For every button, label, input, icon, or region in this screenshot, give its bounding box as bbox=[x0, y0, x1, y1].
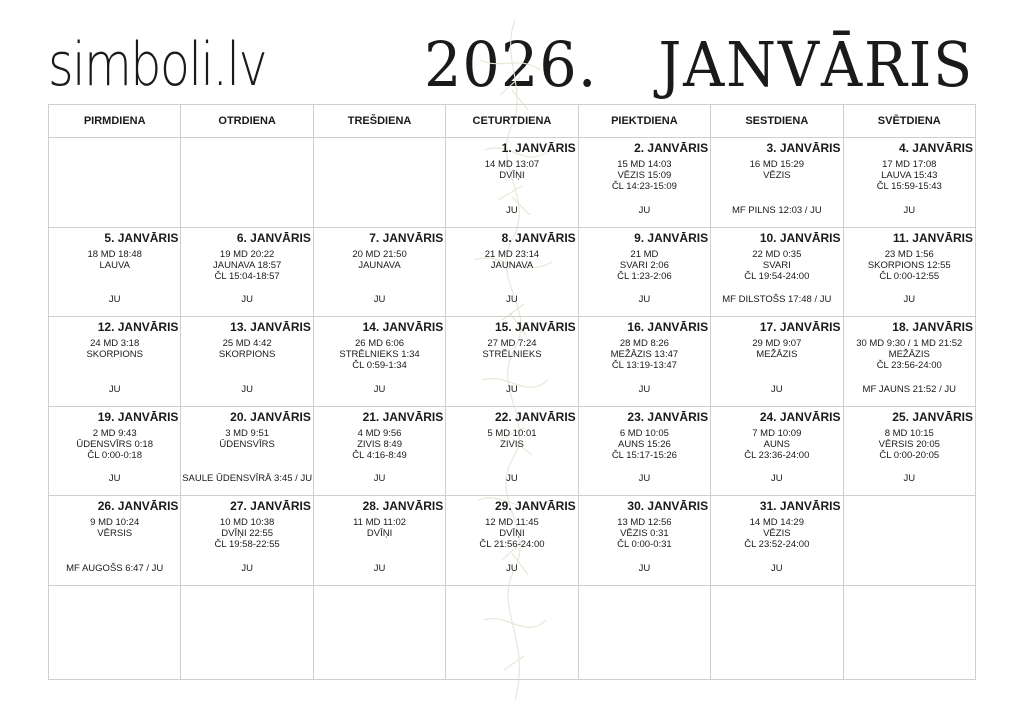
day-detail-line: 22 MD 0:35 bbox=[752, 248, 802, 260]
day-detail-line: 6 MD 10:05 bbox=[619, 427, 669, 439]
day-cell bbox=[313, 227, 445, 317]
day-details bbox=[711, 517, 842, 550]
day-detail-line: 8 MD 10:15 bbox=[884, 427, 934, 439]
day-footer-note: JU bbox=[638, 204, 651, 216]
day-details bbox=[844, 249, 975, 282]
day-footer-note: MF JAUNS 21:52 / JU bbox=[862, 383, 956, 395]
day-footer-note: JU bbox=[506, 383, 518, 395]
day-detail-line: ČL 0:00-20:05 bbox=[879, 449, 940, 461]
day-date: 18. JANVĀRIS bbox=[892, 320, 973, 334]
day-detail-line: SVARI bbox=[762, 259, 791, 271]
day-cell bbox=[49, 227, 181, 317]
day-date: 12. JANVĀRIS bbox=[97, 320, 179, 334]
day-detail-line: 14 MD 14:29 bbox=[749, 517, 805, 528]
day-detail-line: VĒRSIS bbox=[97, 528, 133, 539]
day-footer-note: JU bbox=[506, 294, 518, 305]
day-date: 10. JANVĀRIS bbox=[759, 230, 841, 245]
day-date: 25. JANVĀRIS bbox=[892, 409, 973, 424]
empty-day-cell bbox=[711, 585, 843, 679]
day-detail-line: 12 MD 11:45 bbox=[485, 517, 539, 528]
day-footer-note: JU bbox=[638, 562, 651, 574]
day-date: 20. JANVĀRIS bbox=[230, 409, 311, 424]
day-date: 1. JANVĀRIS bbox=[501, 141, 576, 155]
day-details bbox=[579, 159, 710, 192]
day-detail-line: DVĪŅI bbox=[499, 170, 525, 181]
day-detail-line: 14 MD 13:07 bbox=[484, 159, 540, 170]
weekday-header: SESTDIENA bbox=[711, 105, 843, 138]
day-date: 22. JANVĀRIS bbox=[494, 409, 576, 424]
day-detail-line: 27 MD 7:24 bbox=[487, 338, 537, 349]
day-footer-note: JU bbox=[373, 294, 386, 305]
day-footer-note: JU bbox=[638, 473, 651, 484]
day-footer-note: JU bbox=[903, 294, 916, 305]
empty-day-cell bbox=[181, 585, 313, 679]
weekday-header: CETURTDIENA bbox=[446, 105, 578, 138]
day-date: 17. JANVĀRIS bbox=[759, 320, 841, 334]
day-date: 27. JANVĀRIS bbox=[230, 499, 311, 513]
day-cell bbox=[578, 496, 710, 586]
day-detail-line: ČL 4:16-8:49 bbox=[352, 449, 407, 461]
day-detail-line: VĒZIS 0:31 bbox=[620, 528, 669, 539]
day-detail-line: 5 MD 10:01 bbox=[487, 427, 537, 439]
day-detail-line: ČL 0:00-0:18 bbox=[87, 449, 142, 461]
day-detail-line: 15 MD 14:03 bbox=[617, 159, 672, 170]
day-detail-line: JAUNAVA bbox=[358, 259, 401, 271]
day-detail-line: 25 MD 4:42 bbox=[222, 338, 272, 349]
day-detail-line: 18 MD 18:48 bbox=[87, 248, 142, 260]
weekday-header: SVĒTDIENA bbox=[843, 105, 975, 138]
day-date: 19. JANVĀRIS bbox=[97, 409, 179, 424]
day-date: 5. JANVĀRIS bbox=[104, 230, 179, 245]
day-detail-line: 21 MD bbox=[630, 248, 659, 260]
day-detail-line: JAUNAVA 18:57 bbox=[212, 259, 282, 271]
day-date: 6. JANVĀRIS bbox=[236, 230, 311, 245]
day-cell bbox=[578, 227, 710, 317]
day-details bbox=[844, 159, 975, 192]
day-footer-note: JU bbox=[241, 294, 253, 305]
day-detail-line: 3 MD 9:51 bbox=[225, 427, 270, 439]
day-cell bbox=[49, 496, 181, 586]
day-cell bbox=[313, 317, 445, 407]
day-detail-line: 30 MD 9:30 / 1 MD 21:52 bbox=[856, 338, 963, 349]
day-footer-note: JU bbox=[638, 383, 651, 395]
day-footer-note: MF DILSTOŠS 17:48 / JU bbox=[722, 294, 832, 305]
day-footer-note: JU bbox=[108, 473, 121, 484]
day-detail-line: SVARI 2:06 bbox=[619, 259, 669, 271]
day-detail-line: 19 MD 20:22 bbox=[219, 248, 275, 260]
day-detail-line: STRĒLNIEKS bbox=[482, 349, 542, 360]
day-date: 16. JANVĀRIS bbox=[627, 320, 709, 334]
day-footer-note: SAULE ŪDENSVĪRĀ 3:45 / JU bbox=[182, 473, 313, 484]
day-detail-line: AUNS 15:26 bbox=[617, 438, 671, 450]
day-cell bbox=[843, 317, 975, 407]
day-cell bbox=[843, 406, 975, 496]
day-footer-note: JU bbox=[108, 294, 121, 305]
day-detail-line: ČL 15:17-15:26 bbox=[611, 449, 677, 461]
day-date: 2. JANVĀRIS bbox=[634, 141, 709, 155]
day-footer-note: MF PILNS 12:03 / JU bbox=[731, 204, 822, 216]
day-details bbox=[446, 517, 577, 550]
day-footer-note: JU bbox=[771, 383, 783, 395]
day-date: 26. JANVĀRIS bbox=[97, 499, 179, 513]
day-details bbox=[844, 428, 975, 461]
day-detail-line: ČL 23:36-24:00 bbox=[744, 449, 810, 461]
day-details bbox=[844, 338, 975, 371]
weekday-header: OTRDIENA bbox=[181, 105, 313, 138]
day-footer-note: JU bbox=[373, 383, 386, 395]
day-detail-line: SKORPIONS bbox=[218, 349, 276, 360]
day-cell bbox=[446, 496, 578, 586]
day-detail-line: DVĪŅI 22:55 bbox=[221, 528, 273, 539]
day-date: 13. JANVĀRIS bbox=[230, 320, 311, 334]
day-detail-line: MEŽĀZIS bbox=[756, 349, 798, 360]
day-details bbox=[711, 249, 842, 282]
day-cell bbox=[181, 496, 313, 586]
day-detail-line: ČL 0:59-1:34 bbox=[352, 360, 407, 371]
day-detail-line: MEŽĀZIS bbox=[888, 349, 930, 360]
day-details bbox=[446, 249, 577, 271]
day-footer-note: JU bbox=[506, 562, 518, 574]
day-cell bbox=[711, 317, 843, 407]
empty-day-cell bbox=[49, 138, 181, 228]
day-footer-note: JU bbox=[108, 383, 121, 395]
day-detail-line: 11 MD 11:02 bbox=[353, 517, 407, 528]
day-date: 15. JANVĀRIS bbox=[494, 320, 576, 334]
day-cell bbox=[181, 227, 313, 317]
empty-day-cell bbox=[843, 585, 975, 679]
day-footer-note: JU bbox=[638, 294, 651, 305]
day-detail-line: MEŽĀZIS 13:47 bbox=[610, 349, 679, 360]
day-date: 23. JANVĀRIS bbox=[627, 409, 709, 424]
day-cell bbox=[313, 496, 445, 586]
week-row bbox=[49, 585, 976, 679]
day-detail-line: 20 MD 21:50 bbox=[352, 248, 407, 260]
day-details bbox=[579, 517, 710, 550]
day-detail-line: 4 MD 9:56 bbox=[357, 427, 402, 439]
day-detail-line: ČL 23:56-24:00 bbox=[876, 360, 942, 371]
day-cell bbox=[843, 138, 975, 228]
empty-day-cell bbox=[446, 585, 578, 679]
day-detail-line: 17 MD 17:08 bbox=[882, 159, 937, 170]
day-cell bbox=[181, 317, 313, 407]
day-details bbox=[711, 428, 842, 461]
empty-day-cell bbox=[313, 138, 445, 228]
day-date: 7. JANVĀRIS bbox=[369, 230, 444, 245]
day-detail-line: VĒZIS bbox=[763, 170, 791, 181]
day-detail-line: ŪDENSVĪRS bbox=[219, 438, 275, 450]
day-cell bbox=[711, 406, 843, 496]
day-footer-note: JU bbox=[373, 562, 386, 574]
empty-day-cell bbox=[843, 496, 975, 586]
day-date: 4. JANVĀRIS bbox=[898, 141, 973, 155]
weekday-header: PIRMDIENA bbox=[49, 105, 181, 138]
day-footer-note: JU bbox=[241, 383, 253, 395]
day-date: 3. JANVĀRIS bbox=[766, 141, 841, 155]
day-date: 29. JANVĀRIS bbox=[494, 499, 576, 513]
day-cell bbox=[578, 406, 710, 496]
day-detail-line: 23 MD 1:56 bbox=[884, 248, 934, 260]
day-detail-line: DVĪŅI bbox=[499, 528, 525, 539]
day-cell bbox=[446, 227, 578, 317]
day-detail-line: 16 MD 15:29 bbox=[749, 159, 805, 170]
day-date: 28. JANVĀRIS bbox=[362, 499, 444, 513]
day-details bbox=[181, 517, 312, 550]
day-footer-note: JU bbox=[241, 562, 253, 574]
day-footer-note: JU bbox=[771, 473, 783, 484]
day-details bbox=[579, 249, 710, 282]
day-details bbox=[181, 428, 312, 450]
day-details bbox=[49, 249, 180, 271]
day-cell bbox=[711, 496, 843, 586]
day-detail-line: ŪDENSVĪRS 0:18 bbox=[76, 438, 153, 450]
day-detail-line: 24 MD 3:18 bbox=[90, 338, 140, 349]
day-detail-line: ČL 21:56-24:00 bbox=[479, 539, 545, 550]
day-footer-note: JU bbox=[506, 204, 518, 216]
day-detail-line: ČL 23:52-24:00 bbox=[744, 539, 810, 550]
day-details bbox=[579, 338, 710, 371]
day-detail-line: 28 MD 8:26 bbox=[619, 338, 669, 349]
day-detail-line: 2 MD 9:43 bbox=[92, 427, 137, 439]
day-cell bbox=[446, 138, 578, 228]
day-detail-line: ČL 1:23-2:06 bbox=[617, 270, 672, 282]
day-details bbox=[314, 428, 445, 461]
weekday-header-row bbox=[49, 105, 976, 138]
day-detail-line: SKORPIONS bbox=[86, 349, 143, 360]
day-footer-note: JU bbox=[903, 204, 916, 216]
day-detail-line: ZIVIS 8:49 bbox=[357, 438, 402, 450]
day-detail-line: ZIVIS bbox=[500, 438, 524, 450]
day-cell bbox=[446, 317, 578, 407]
day-cell bbox=[711, 138, 843, 228]
day-details bbox=[314, 338, 445, 371]
empty-day-cell bbox=[181, 138, 313, 228]
day-cell bbox=[313, 406, 445, 496]
day-footer-note: JU bbox=[771, 562, 783, 574]
day-details bbox=[711, 159, 842, 181]
day-date: 11. JANVĀRIS bbox=[892, 230, 973, 245]
year-title: 2026. bbox=[424, 28, 598, 101]
day-date: 14. JANVĀRIS bbox=[362, 320, 444, 334]
weekday-header: TREŠDIENA bbox=[313, 105, 445, 138]
day-detail-line: STRĒLNIEKS 1:34 bbox=[339, 349, 420, 360]
day-date: 24. JANVĀRIS bbox=[759, 409, 841, 424]
day-details bbox=[49, 517, 180, 539]
day-detail-line: ČL 0:00-12:55 bbox=[879, 270, 940, 282]
calendar-grid bbox=[48, 104, 976, 680]
day-detail-line: VĒRSIS 20:05 bbox=[878, 438, 940, 450]
day-detail-line: DVĪŅI bbox=[366, 528, 393, 539]
day-detail-line: 29 MD 9:07 bbox=[752, 338, 802, 349]
day-cell bbox=[49, 406, 181, 496]
day-detail-line: JAUNAVA bbox=[490, 259, 534, 271]
empty-day-cell bbox=[313, 585, 445, 679]
day-details bbox=[711, 338, 842, 360]
day-detail-line: 26 MD 6:06 bbox=[354, 338, 405, 349]
week-row bbox=[49, 406, 976, 496]
week-row bbox=[49, 138, 976, 228]
day-detail-line: ČL 13:19-13:47 bbox=[611, 360, 677, 371]
day-detail-line: 7 MD 10:09 bbox=[752, 427, 802, 439]
day-details bbox=[314, 249, 445, 271]
day-date: 30. JANVĀRIS bbox=[627, 499, 709, 513]
day-date: 8. JANVĀRIS bbox=[501, 230, 576, 245]
day-footer-note: MF AUGOŠS 6:47 / JU bbox=[66, 562, 164, 574]
day-date: 9. JANVĀRIS bbox=[634, 230, 709, 245]
day-footer-note: JU bbox=[506, 473, 518, 484]
day-details bbox=[446, 159, 577, 181]
day-detail-line: 21 MD 23:14 bbox=[484, 248, 540, 260]
day-detail-line: LAUVA bbox=[99, 259, 130, 271]
day-detail-line: LAUVA 15:43 bbox=[881, 170, 938, 181]
day-details bbox=[446, 338, 577, 360]
day-cell bbox=[578, 138, 710, 228]
month-title: JANVĀRIS bbox=[658, 28, 974, 101]
day-cell bbox=[578, 317, 710, 407]
day-detail-line: ČL 14:23-15:09 bbox=[611, 181, 677, 192]
empty-day-cell bbox=[578, 585, 710, 679]
day-detail-line: 10 MD 10:38 bbox=[219, 517, 275, 528]
day-details bbox=[181, 249, 312, 282]
day-detail-line: ČL 15:04-18:57 bbox=[214, 270, 280, 282]
day-detail-line: VĒZIS bbox=[763, 528, 791, 539]
day-detail-line: ČL 15:59-15:43 bbox=[876, 181, 942, 192]
day-detail-line: AUNS bbox=[763, 438, 791, 450]
logo: simboli.lv bbox=[48, 30, 266, 100]
day-detail-line: SKORPIONS 12:55 bbox=[867, 259, 951, 271]
empty-day-cell bbox=[49, 585, 181, 679]
day-cell bbox=[711, 227, 843, 317]
day-cell bbox=[49, 317, 181, 407]
day-detail-line: 13 MD 12:56 bbox=[617, 517, 672, 528]
day-details bbox=[579, 428, 710, 461]
day-detail-line: ČL 0:00-0:31 bbox=[617, 539, 672, 550]
day-details bbox=[446, 428, 577, 450]
day-detail-line: 9 MD 10:24 bbox=[90, 517, 140, 528]
weekday-header: PIEKTDIENA bbox=[578, 105, 710, 138]
day-cell bbox=[446, 406, 578, 496]
week-row bbox=[49, 227, 976, 317]
week-row bbox=[49, 496, 976, 586]
day-details bbox=[181, 338, 312, 360]
day-detail-line: VĒZIS 15:09 bbox=[617, 170, 672, 181]
day-footer-note: JU bbox=[373, 473, 386, 484]
day-date: 21. JANVĀRIS bbox=[362, 409, 444, 424]
week-row bbox=[49, 317, 976, 407]
day-cell bbox=[181, 406, 313, 496]
day-date: 31. JANVĀRIS bbox=[759, 499, 841, 513]
day-cell bbox=[843, 227, 975, 317]
day-details bbox=[314, 517, 445, 539]
day-details bbox=[49, 338, 180, 360]
day-details bbox=[49, 428, 180, 461]
day-footer-note: JU bbox=[903, 473, 916, 484]
day-detail-line: ČL 19:58-22:55 bbox=[214, 539, 280, 550]
day-detail-line: ČL 19:54-24:00 bbox=[744, 270, 810, 282]
